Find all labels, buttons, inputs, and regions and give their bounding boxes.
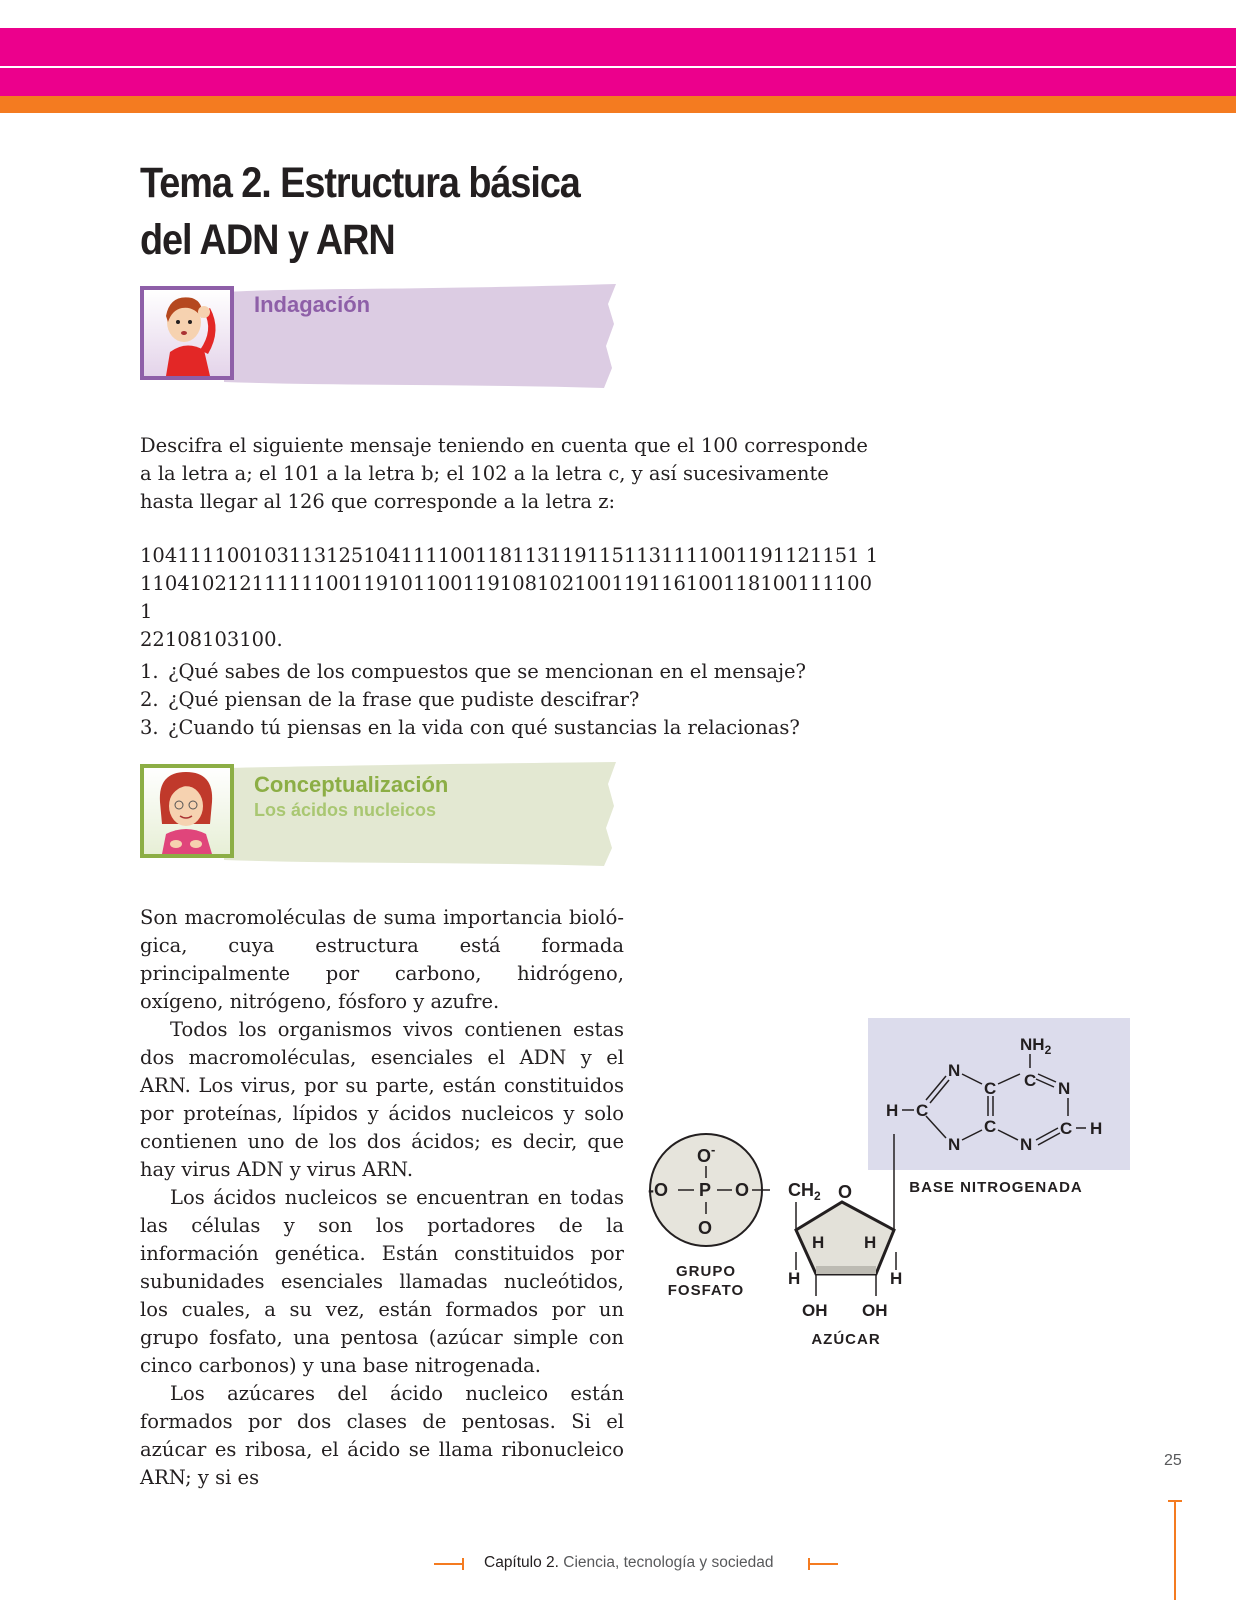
page-number: 25: [1164, 1452, 1182, 1469]
sugar-h-inner-left: H: [812, 1233, 825, 1252]
base-n-bottom: N: [1020, 1135, 1033, 1154]
base-n-right: N: [1058, 1079, 1071, 1098]
base-background: [868, 1018, 1130, 1170]
question-list: [140, 658, 880, 742]
indagacion-heading: Indagación: [254, 292, 371, 317]
phosphate-o-right: O: [735, 1180, 750, 1200]
sugar-h-outer-left: H: [788, 1269, 801, 1288]
sugar-h-outer-right: H: [890, 1269, 903, 1288]
side-rule: [1174, 1500, 1176, 1600]
sugar-ring: [796, 1202, 894, 1274]
footer-text: [484, 1554, 774, 1572]
coded-message: [140, 542, 880, 654]
coded-message-line: 11041021211111100119101100119108102100119116100118100111100 1: [140, 572, 872, 623]
article-paragraph: Todos los organismos vivos contienen estas dos macromoléculas, esenciales el ADN y el ARN. Los virus, por su parte, están constituidos por proteínas, lípidos y ácidos nucleicos y solo contienen uno de los dos ácidos; es decir, que hay virus ADN y virus ARN.: [140, 1018, 624, 1181]
base-h-left: H: [886, 1101, 899, 1120]
page-title-line-1: Tema 2. Estructura básica: [140, 159, 580, 207]
footer: [0, 1552, 1236, 1576]
question-text: ¿Qué piensan de la frase que pudiste descifrar?: [168, 688, 640, 711]
base-c-top: C: [1024, 1071, 1037, 1090]
indagacion-intro: Descifra el siguiente mensaje teniendo en cuenta que el 100 corresponde a la letra a; el 101 a la letra b; el 102 a la letra c, y así sucesivamente hasta llegar al 126 que corresponde a la letra z:: [140, 434, 868, 513]
article-paragraph: Son macromoléculas de suma importancia bioló-gica, cuya estructura está formada principalmente por carbono, hidrógeno, oxígeno, nitrógeno, fósforo y azufre.: [140, 906, 624, 1013]
header-band-top: [0, 28, 1236, 66]
conceptualizacion-heading: Conceptualización: [254, 772, 449, 797]
base-h-right: H: [1090, 1119, 1103, 1138]
base-nh2: $NH_2$: [1020, 1035, 1052, 1057]
question-item: [140, 714, 880, 742]
sugar-label: AZÚCAR: [811, 1331, 881, 1348]
phosphate-p: P: [699, 1180, 712, 1200]
footer-dash-left: [434, 1563, 464, 1565]
footer-cap-left: [462, 1558, 464, 1570]
header-band-middle: [0, 68, 1236, 96]
phosphate-o-left: -O: [648, 1180, 668, 1200]
sugar-ch2: $CH_2$: [788, 1180, 821, 1203]
question-text: ¿Qué sabes de los compuestos que se mencionan en el mensaje?: [168, 660, 807, 683]
footer-dash-right: [808, 1563, 838, 1565]
sugar-oh-left: OH: [802, 1301, 828, 1320]
base-c-upper: C: [984, 1079, 997, 1098]
footer-title: Ciencia, tecnología y sociedad: [563, 1554, 774, 1571]
question-item: [140, 658, 880, 686]
phosphate-label-line-2: FOSFATO: [667, 1282, 745, 1299]
indagacion-banner: [140, 280, 620, 392]
girl-illustration: [140, 764, 234, 858]
base-n-top-left: N: [948, 1061, 961, 1080]
base-c-lower: C: [984, 1117, 997, 1136]
base-label: BASE NITROGENADA: [909, 1179, 1083, 1196]
sugar-oh-right: OH: [862, 1301, 888, 1320]
base-n-bottom-left: N: [948, 1135, 961, 1154]
article-paragraph: Los ácidos nucleicos se encuentran en todas las células y son los portadores de la información genética. Están constituidos por subunidades esenciales llamadas nucleótidos, los cuales, a su vez, están formados por un grupo fosfato, una pentosa (azúcar simple con cinco carbonos) y una base nitrogenada.: [140, 1186, 624, 1377]
phosphate-o-top: O-: [697, 1142, 716, 1166]
phosphate-label-line-1: GRUPO: [675, 1263, 737, 1280]
question-number: 2.: [140, 688, 159, 711]
sugar-ring-oxygen: O: [838, 1182, 853, 1202]
footer-chapter: Capítulo 2.: [484, 1554, 559, 1571]
phosphate-o-bottom: O: [698, 1218, 713, 1238]
page-title-line-2: del ADN y ARN: [140, 216, 395, 264]
boy-thinking-illustration: [140, 286, 234, 380]
question-item: [140, 686, 880, 714]
base-c-left: C: [916, 1101, 929, 1120]
article-text: [140, 904, 624, 1492]
question-number: 3.: [140, 716, 159, 739]
conceptualizacion-banner: [140, 758, 620, 870]
coded-message-line: 1041111001031131251041111001181131191151131111001191121151 1: [140, 544, 879, 567]
article-paragraph: Los azúcares del ácido nucleico están formados por dos clases de pentosas. Si el azúcar es ribosa, el ácido se llama ribonucleico ARN; y si es: [140, 1382, 624, 1489]
header-band-orange: [0, 96, 1236, 113]
nucleotide-diagram: [640, 1012, 1140, 1352]
question-number: 1.: [140, 660, 159, 683]
question-text: ¿Cuando tú piensas en la vida con qué sustancias la relacionas?: [168, 716, 800, 739]
sugar-h-inner-right: H: [864, 1233, 877, 1252]
base-c-right: C: [1060, 1119, 1073, 1138]
conceptualizacion-subheading: Los ácidos nucleicos: [254, 800, 437, 820]
page-title: [140, 155, 633, 269]
coded-message-line: 22108103100.: [140, 628, 283, 651]
